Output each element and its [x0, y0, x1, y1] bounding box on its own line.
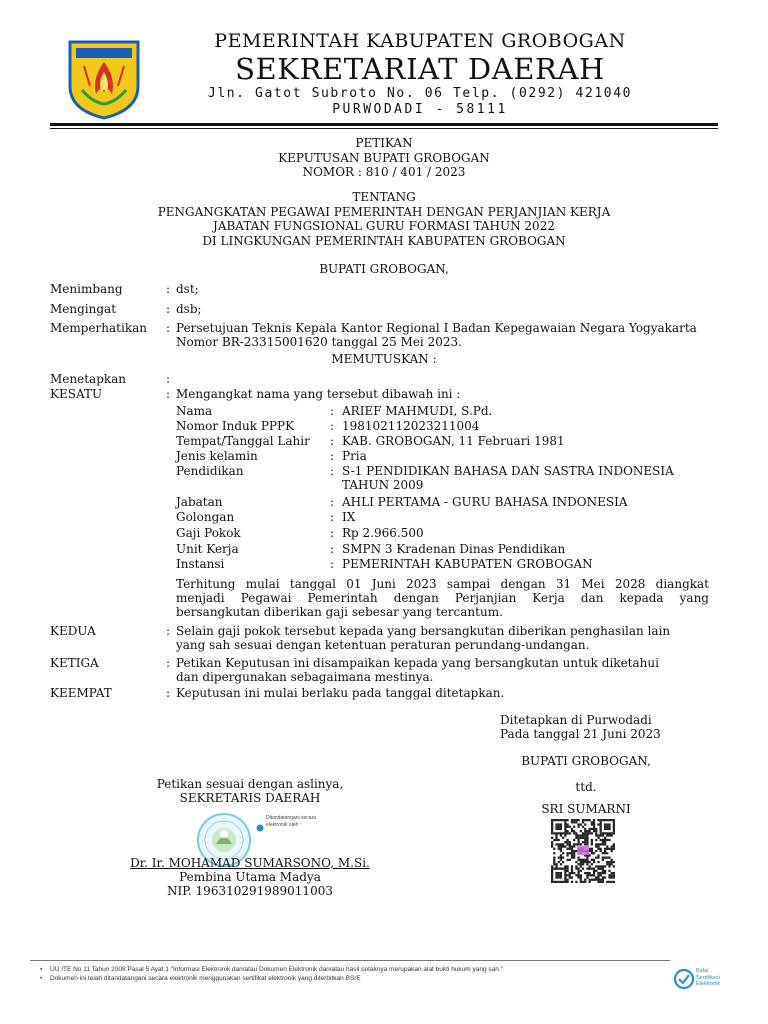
field-value-agency: PEMERINTAH KABUPATEN GROBOGAN [342, 557, 593, 571]
title-about-3: DI LINGKUNGAN PEMERINTAH KABUPATEN GROBOGAN [202, 233, 566, 248]
footer-rule [30, 960, 670, 961]
field-colon: : [330, 526, 335, 540]
field-value-grade: IX [342, 510, 356, 524]
field-value-ttl: KAB. GROBOGAN, 11 Februari 1981 [342, 434, 565, 448]
ditetapkan-bupati: BUPATI GROBOGAN, [521, 754, 651, 768]
field-key: Tempat/Tanggal Lahir [176, 434, 310, 448]
title-tentang: TENTANG [352, 190, 416, 204]
ketiga-label: KETIGA [50, 656, 99, 670]
bsre-label [696, 968, 720, 988]
menetapkan-label: Menetapkan [50, 372, 127, 386]
ketiga-text-1: Petikan Keputusan ini disampaikan kepada yang bersangkutan untuk diketahui [176, 656, 659, 670]
field-key: Unit Kerja [176, 542, 239, 556]
menimbang-label: Menimbang [50, 282, 123, 296]
menimbang-text: dst; [176, 282, 199, 296]
kesatu-para-2: menjadi Pegawai Pemerintah dengan Perjanjian Kerja dan kepada yang [176, 591, 709, 605]
memperhatikan-label: Memperhatikan [50, 321, 147, 335]
title-about-2: JABATAN FUNGSIONAL GURU FORMASI TAHUN 2022 [213, 219, 555, 233]
kesatu-label: KESATU [50, 387, 103, 401]
title-about-1: PENGANGKATAN PEGAWAI PEMERINTAH DENGAN PERJANJIAN KERJA [157, 204, 611, 219]
field-value-education-2: TAHUN 2009 [342, 478, 424, 492]
title-keputusan: KEPUTUSAN BUPATI GROBOGAN [278, 150, 490, 165]
field-key: Jenis kelamin [176, 449, 258, 463]
field-colon: : [330, 419, 335, 433]
field-colon: : [330, 404, 335, 418]
keempat-label: KEEMPAT [50, 686, 112, 700]
ketiga-colon: : [166, 656, 171, 670]
memutuskan-heading: MEMUTUSKAN : [331, 352, 437, 366]
memperhatikan-text: Persetujuan Teknis Kepala Kantor Regional I Badan Kepegawaian Negara Yogyakarta [176, 321, 697, 335]
mengingat-label: Mengingat [50, 302, 117, 316]
ditetapkan-name: SRI SUMARNI [541, 802, 631, 816]
field-colon: : [330, 510, 335, 524]
qr-code [551, 819, 615, 883]
ketiga-text-2: dan dipergunakan sebagaimana mestinya. [176, 670, 434, 684]
kesatu-para-1: Terhitung mulai tanggal 01 Juni 2023 sampai dengan 31 Mei 2028 diangkat [176, 577, 709, 591]
kop-address: Jln. Gatot Subroto No. 06 Telp. (0292) 421040 [207, 86, 633, 101]
footer-bullet: • [40, 975, 43, 982]
kesatu-intro: Mengangkat nama yang tersebut dibawah ini : [176, 387, 461, 401]
qr-center-logo [577, 846, 589, 855]
signature-note: Ditandatangani secara elektronik oleh : [266, 815, 317, 828]
field-key: Pendidikan [176, 464, 244, 478]
field-colon: : [330, 449, 335, 463]
salinan-rank: Pembina Utama Madya [179, 870, 321, 884]
field-value-gender: Pria [342, 449, 367, 463]
mengingat-colon: : [166, 302, 171, 316]
title-bupati: BUPATI GROBOGAN, [319, 262, 449, 276]
salinan-name: Dr. Ir. MOHAMAD SUMARSONO, M.Si. [130, 856, 370, 870]
field-key: Nomor Induk PPPK [176, 419, 295, 433]
kop-city: PURWODADI - 58111 [332, 102, 508, 117]
field-key: Nama [176, 404, 213, 418]
menimbang-colon: : [166, 282, 171, 296]
menetapkan-colon: : [166, 372, 171, 386]
field-colon: : [330, 434, 335, 448]
field-colon: : [330, 464, 335, 478]
kedua-colon: : [166, 624, 171, 638]
field-colon: : [330, 495, 335, 509]
footer-note-2: Dokumen ini telah ditandatangani secara elektronik menggunakan sertifikat elektronik yang diterbitkan BSrE [50, 975, 361, 982]
bsre-line-2: Sertifikasi [696, 974, 720, 981]
keempat-text-1: Keputusan ini mulai berlaku pada tanggal ditetapkan. [176, 686, 505, 700]
field-key: Gaji Pokok [176, 526, 241, 540]
decree-title-block [34, 136, 734, 180]
field-key: Instansi [176, 557, 225, 571]
memperhatikan-colon: : [166, 321, 171, 335]
memperhatikan-text-2: Nomor BR-23315001620 tanggal 25 Mei 2023. [176, 335, 462, 349]
field-value-unit: SMPN 3 Kradenan Dinas Pendidikan [342, 542, 566, 556]
bsre-logo-icon [674, 968, 694, 990]
field-value-salary: Rp 2.966.500 [342, 526, 424, 540]
field-value-nip: 198102112023211004 [342, 419, 480, 433]
kedua-text-2: yang sah sesuai dengan ketentuan peraturan perundang-undangan. [176, 638, 590, 652]
bsre-line-1: Balai [696, 968, 709, 974]
salinan-line-1: Petikan sesuai dengan aslinya, [156, 777, 344, 791]
kop-rule-thick [50, 123, 718, 126]
title-nomor: NOMOR : 810 / 401 / 2023 [302, 165, 466, 179]
field-value-position: AHLI PERTAMA - GURU BAHASA INDONESIA [342, 495, 628, 509]
bsre-line-3: Elektronik [696, 981, 721, 987]
ditetapkan-place: Ditetapkan di Purwodadi [500, 713, 652, 727]
decree-subject-block [34, 190, 734, 248]
ditetapkan-ttd: ttd. [575, 780, 597, 794]
field-colon: : [330, 542, 335, 556]
field-key: Golongan [176, 510, 235, 524]
footer-bullet: • [40, 966, 43, 973]
mengingat-text: dsb; [176, 302, 202, 316]
salinan-nip: NIP. 196310291989011003 [167, 884, 333, 898]
field-key: Jabatan [176, 495, 223, 509]
signature-note-icon [256, 817, 264, 825]
keempat-colon: : [166, 686, 171, 700]
kedua-label: KEDUA [50, 624, 96, 638]
footer-note-1: UU ITE No 11 Tahun 2008 Pasal 5 Ayat 1 "Informasi Elektronik dan/atau Dokumen Elektronik dan/atau hasil cetaknya merupakan alat bukti hukum yang sah." [50, 966, 504, 973]
kesatu-colon: : [166, 387, 171, 401]
title-petikan: PETIKAN [355, 136, 413, 150]
field-colon: : [330, 557, 335, 571]
ditetapkan-date: Pada tanggal 21 Juni 2023 [500, 727, 661, 741]
kop-office: SEKRETARIAT DAERAH [235, 52, 605, 86]
kop-rule-thin [50, 128, 718, 129]
salinan-line-2: SEKRETARIS DAERAH [179, 791, 321, 805]
kop-government: PEMERINTAH KABUPATEN GROBOGAN [214, 30, 626, 52]
kesatu-para-3: bersangkutan diberikan gaji sebesar yang tercantum. [176, 605, 503, 619]
field-value-education: S-1 PENDIDIKAN BAHASA DAN SASTRA INDONESIA [342, 464, 674, 478]
kedua-text-1: Selain gaji pokok tersebut kepada yang bersangkutan diberikan penghasilan lain [176, 624, 671, 638]
field-value-nama: ARIEF MAHMUDI, S.Pd. [342, 404, 493, 418]
